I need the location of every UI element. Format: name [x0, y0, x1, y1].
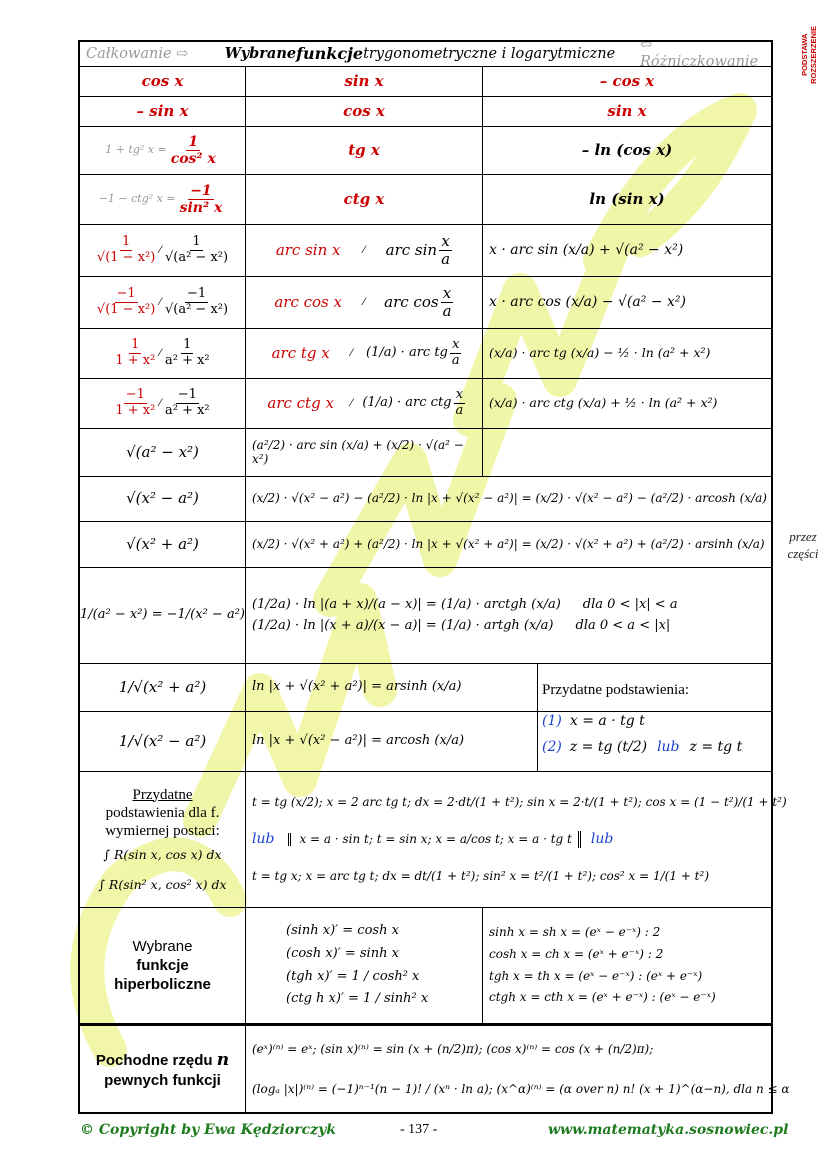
trig-r4-prefix: −1 − ctg² x =: [98, 192, 176, 206]
arc-r2-fpre: arc cos: [384, 292, 439, 311]
fraction: [113, 388, 157, 419]
fraction: [163, 235, 230, 266]
invroot-r1-b: ln |x + √(x² + a²)| = arsinh (x/a): [245, 664, 537, 711]
arc-r2-a: $\frac{-1}{\text{√(1 − x²)}}$ ⁄ $\frac{-1}{\text{√(a² − x²)}}$: [96, 286, 229, 317]
invroot-r2-a: 1/√(x² − a²): [118, 731, 207, 750]
rational-trig-line-2: [252, 831, 771, 847]
trig-r4-c: ln (sin x): [482, 175, 771, 224]
hyper-deriv-2: (cosh x)′ = sinh x: [286, 945, 399, 961]
root-r2-a: √(x² − a²): [126, 489, 199, 508]
fraction-num: x: [441, 231, 450, 250]
fraction: [95, 235, 157, 266]
fraction: [163, 287, 230, 318]
header-title-bold: funkcje: [296, 43, 364, 63]
hyper-definitions: [482, 908, 771, 1023]
arc-r3-a: $\frac{1}{\text{1 + x²}}$ ⁄ $\frac{1}{\text{a² + x²}}$: [115, 337, 210, 368]
fraction: [113, 338, 157, 369]
table-row: [80, 127, 771, 175]
fraction-num: −1: [190, 182, 212, 199]
rational-line-2: [252, 619, 771, 634]
nth-line-1: (eˣ)⁽ⁿ⁾ = eˣ; (sin x)⁽ⁿ⁾ = sin (x + (n/2)π); (cos x)⁽ⁿ⁾ = cos (x + (n/2)π);: [252, 1042, 654, 1057]
arc-r1-mid: arc sin x: [275, 240, 341, 259]
fraction-num: −1: [125, 387, 145, 403]
fraction-num: 1: [121, 234, 131, 250]
formula-table: [78, 37, 790, 1114]
fraction-num: x: [452, 337, 460, 353]
table-row: [80, 97, 771, 127]
fraction-den: 1 + x²: [115, 403, 156, 418]
rational-line-2-text: (1/2a) · ln |(x + a)/(x − a)| = (1/a) · artgh (x/a): [252, 617, 554, 633]
nth-formulas: [245, 1026, 790, 1114]
header-title-pre: Wybrane: [224, 44, 297, 62]
rational-lines: [246, 568, 771, 663]
side-label-extended: ROZSZERZENIE: [809, 26, 818, 84]
header-right: ⇦ Różniczkowanie: [640, 37, 759, 70]
trig-r3-prefix: 1 + tg² x =: [105, 143, 167, 157]
table-header: [80, 37, 771, 70]
trig-r4-b: ctg x: [245, 175, 482, 224]
fraction-den: √(1 − x²): [96, 302, 156, 317]
arc-r3-b: arc tg x ⁄ (1/a) · arc tg $\frac{x}{a}$: [245, 329, 482, 378]
hyper-deriv-3: (tgh x)′ = 1 / cosh² x: [286, 968, 420, 984]
fraction-den: a: [455, 403, 464, 418]
rational-right: [245, 568, 771, 663]
fraction-den: a: [451, 353, 460, 368]
rational-trig-or-2: lub: [578, 831, 613, 847]
trig-r3-a: [80, 127, 245, 174]
substitution-1: [542, 713, 771, 729]
arc-r4-fpre: (1/a) · arc ctg: [362, 395, 452, 411]
hyper-derivatives: [245, 908, 482, 1023]
arc-r2-c: x · arc cos (x/a) − √(a² − x²): [482, 277, 771, 328]
hyper-title-1: Wybrane: [132, 938, 193, 955]
site-link[interactable]: www.matematyka.sosnowiec.pl: [548, 1122, 789, 1138]
table-row: [80, 908, 771, 1024]
table-row: [80, 477, 771, 522]
side-label-basic: PODSTAWA: [800, 33, 809, 77]
rational-trig-line-3: t = tg x; x = arc tg t; dx = dt/(1 + t²); sin² x = t²/(1 + t²); cos² x = 1/(1 + t²): [252, 868, 709, 883]
rational-trig-title: podstawienia dla f. wymiernej postaci:: [105, 804, 220, 839]
fraction: [169, 134, 218, 167]
arc-r1-a: $\frac{1}{\text{√(1 − x²)}}$ ⁄ $\frac{1}{\text{√(a² − x²)}}$: [96, 234, 229, 265]
header-title-post: trygonometryczne i logarytmiczne: [363, 45, 616, 62]
nth-title-2: pewnych funkcji: [104, 1071, 221, 1089]
rational-cond-1: dla 0 < |x| < a: [582, 596, 678, 612]
rational-line-1: [252, 598, 771, 613]
table-row: [80, 522, 771, 568]
hyper-deriv-1: (sinh x)′ = cosh x: [286, 922, 399, 938]
fraction-den: √(1 − x²): [96, 250, 156, 265]
substitution-2-num: (2): [542, 739, 562, 755]
fraction-num: −1: [116, 286, 136, 302]
substitution-1-num: (1): [542, 713, 562, 729]
rational-trig-line-1: t = tg (x/2); x = 2 arc tg t; dx = 2·dt/(1 + t²); sin x = 2·t/(1 + t²); cos x = (1 − t²)/(1 + t²): [252, 794, 787, 809]
arc-r3-c: (x/a) · arc tg (x/a) − ½ · ln (a² + x²): [482, 329, 771, 378]
header-title: [210, 42, 630, 66]
root-r1-a: √(a² − x²): [126, 442, 199, 461]
trig-r1-c: – cos x: [482, 67, 771, 96]
fraction-den: a² + x²: [164, 353, 210, 368]
fraction-den: √(a² − x²): [164, 250, 229, 265]
rational-trig-int2: ∫ R(sin² x, cos² x) dx: [98, 876, 227, 892]
arc-r1-c: x · arc sin (x/a) + √(a² − x²): [482, 225, 771, 276]
fraction: [454, 388, 466, 419]
arc-r2-b: arc cos x ⁄ arc cos $\frac{x}{a}$: [245, 277, 482, 328]
table-row: [80, 429, 771, 477]
arc-r4-c: (x/a) · arc ctg (x/a) + ½ · ln (a² + x²): [482, 379, 771, 428]
fraction-num: x: [455, 387, 464, 403]
fraction-num: x: [442, 283, 452, 302]
trig-r2-c: sin x: [482, 97, 771, 126]
substitution-2-or: lub: [657, 739, 680, 755]
rational-trig-int1: ∫ R(sin x, cos x) dx: [103, 846, 222, 862]
copyright: © Copyright by Ewa Kędziorczyk: [80, 1122, 336, 1138]
rational-trig-lines: [246, 772, 787, 907]
trig-r2-a: – sin x: [136, 101, 189, 120]
substitution-2-text: z = tg (t/2): [569, 739, 648, 755]
header-left: Całkowanie ⇨: [86, 45, 189, 62]
trig-r1-a: cos x: [141, 71, 184, 90]
substitution-2-b: z = tg t: [689, 739, 743, 755]
nth-line-2: (logₐ |x|)⁽ⁿ⁾ = (−1)ⁿ⁻¹(n − 1)! / (xⁿ · ln a); (x^α)⁽ⁿ⁾ = (α over n) n! (x + 1)^(α−n), dla n ≤ α: [252, 1082, 790, 1096]
rational-line-1-text: (1/2a) · ln |(a + x)/(a − x)| = (1/a) · arctgh (x/a): [252, 596, 561, 612]
root-r1-empty: [482, 429, 771, 476]
substitution-title: Przydatne podstawienia:: [542, 682, 690, 698]
fraction-den: a: [441, 250, 451, 268]
rational-cond-2: dla 0 < a < |x|: [575, 617, 671, 633]
table-row: [80, 67, 771, 97]
hyper-def-3: tgh x = th x = (eˣ − e⁻ˣ) : (eˣ + e⁻ˣ): [489, 968, 703, 983]
arc-r1-b: arc sin x ⁄ arc sin $\frac{x}{a}$: [245, 225, 482, 276]
root-r1-b: (a²/2) · arc sin (x/a) + (x/2) · √(a² − x²): [245, 429, 482, 476]
fraction-den: sin² x: [179, 200, 223, 216]
fraction-num: 1: [192, 234, 201, 250]
rational-left: 1/(a² − x²) = −1/(x² − a²): [80, 607, 245, 623]
arc-r3-mid: arc tg x: [271, 343, 330, 362]
fraction-den: a: [442, 302, 452, 320]
fraction: [441, 285, 454, 321]
table-row: [80, 277, 771, 329]
fraction-den: a² + x²: [164, 403, 210, 418]
table-row: [80, 379, 771, 429]
fraction-den: 1 + x²: [115, 353, 156, 368]
table-row: [80, 772, 787, 908]
rational-trig-title-u: Przydatne: [132, 786, 193, 803]
rational-trig-right: [245, 772, 787, 907]
nth-title-text: Pochodne rzędu: [95, 1051, 213, 1069]
table-row: [80, 225, 771, 277]
substitution-2: [542, 739, 771, 755]
fraction-num: 1: [131, 337, 140, 353]
trig-r3-c: – ln (cos x): [482, 127, 771, 174]
hyper-def-1: sinh x = sh x = (eˣ − e⁻ˣ) : 2: [489, 924, 661, 939]
nth-title: [80, 1026, 245, 1114]
rational-trig-line-2-text: x = a · sin t; t = sin x; x = a/cos t; x = a · tg t: [288, 833, 571, 847]
side-note: przez części: [787, 529, 819, 561]
arc-r2-mid: arc cos x: [274, 292, 342, 311]
arc-r1-fpre: arc sin: [385, 240, 438, 259]
fraction-num: 1: [188, 133, 199, 150]
fraction: [439, 233, 452, 269]
hyper-title: [80, 908, 245, 1023]
hyper-def-2: cosh x = ch x = (eˣ + e⁻ˣ) : 2: [489, 946, 664, 961]
invroot-r1-a: 1/√(x² + a²): [118, 677, 207, 696]
arc-r3-fpre: (1/a) · arc tg: [366, 345, 448, 361]
fraction-num: −1: [186, 286, 207, 302]
fraction: [95, 287, 157, 318]
fraction-den: cos² x: [170, 151, 216, 167]
table-row: [80, 175, 771, 225]
root-r3-a: √(x² + a²): [126, 534, 199, 553]
hyper-deriv-4: (ctg h x)′ = 1 / sinh² x: [286, 991, 429, 1007]
root-r2-b: (x/2) · √(x² − a²) − (a²/2) · ln |x + √(x² − a²)| = (x/2) · √(x² − a²) − (a²/2) · arcosh (x/a): [245, 477, 771, 521]
fraction-num: 1: [183, 337, 192, 353]
arc-r4-b: arc ctg x ⁄ (1/a) · arc ctg $\frac{x}{a}$: [245, 379, 482, 428]
side-label: [800, 26, 824, 84]
trig-r4-a: [80, 175, 245, 224]
table-row: [80, 568, 771, 664]
hyper-def-4: ctgh x = cth x = (eˣ + e⁻ˣ) : (eˣ − e⁻ˣ): [489, 990, 716, 1005]
hyper-title-3: hiperboliczne: [114, 976, 211, 993]
fraction: [178, 183, 225, 216]
rational-trig-left: [80, 772, 245, 907]
rational-trig-or-1: lub: [252, 831, 275, 848]
trig-r2-b: cos x: [245, 97, 482, 126]
substitution-box: [537, 664, 771, 772]
arc-r4-mid: arc ctg x: [267, 393, 334, 412]
table-row: [80, 1024, 790, 1114]
nth-lines: [246, 1026, 790, 1114]
invroot-r2-b: ln |x + √(x² − a²)| = arcosh (x/a): [245, 712, 537, 771]
arc-r4-a: $\frac{-1}{\text{1 + x²}}$ ⁄ $\frac{-1}{\text{a² + x²}}$: [115, 387, 210, 418]
page-number: - 137 -: [400, 1122, 438, 1137]
fraction: [163, 338, 212, 369]
substitution-1-text: x = a · tg t: [569, 713, 645, 729]
fraction-num: −1: [177, 387, 197, 403]
fraction: [163, 388, 212, 419]
fraction-den: √(a² − x²): [164, 302, 229, 317]
fraction: [450, 338, 462, 369]
trig-r1-b: sin x: [245, 67, 482, 96]
table-row: [80, 329, 771, 379]
root-r3-b: (x/2) · √(x² + a²) + (a²/2) · ln |x + √(x² + a²)| = (x/2) · √(x² + a²) + (a²/2) · arsinh (x/a): [245, 522, 771, 567]
hyper-title-2: funkcje: [136, 957, 189, 974]
nth-title-n: n: [216, 1049, 230, 1070]
trig-r3-b: tg x: [245, 127, 482, 174]
